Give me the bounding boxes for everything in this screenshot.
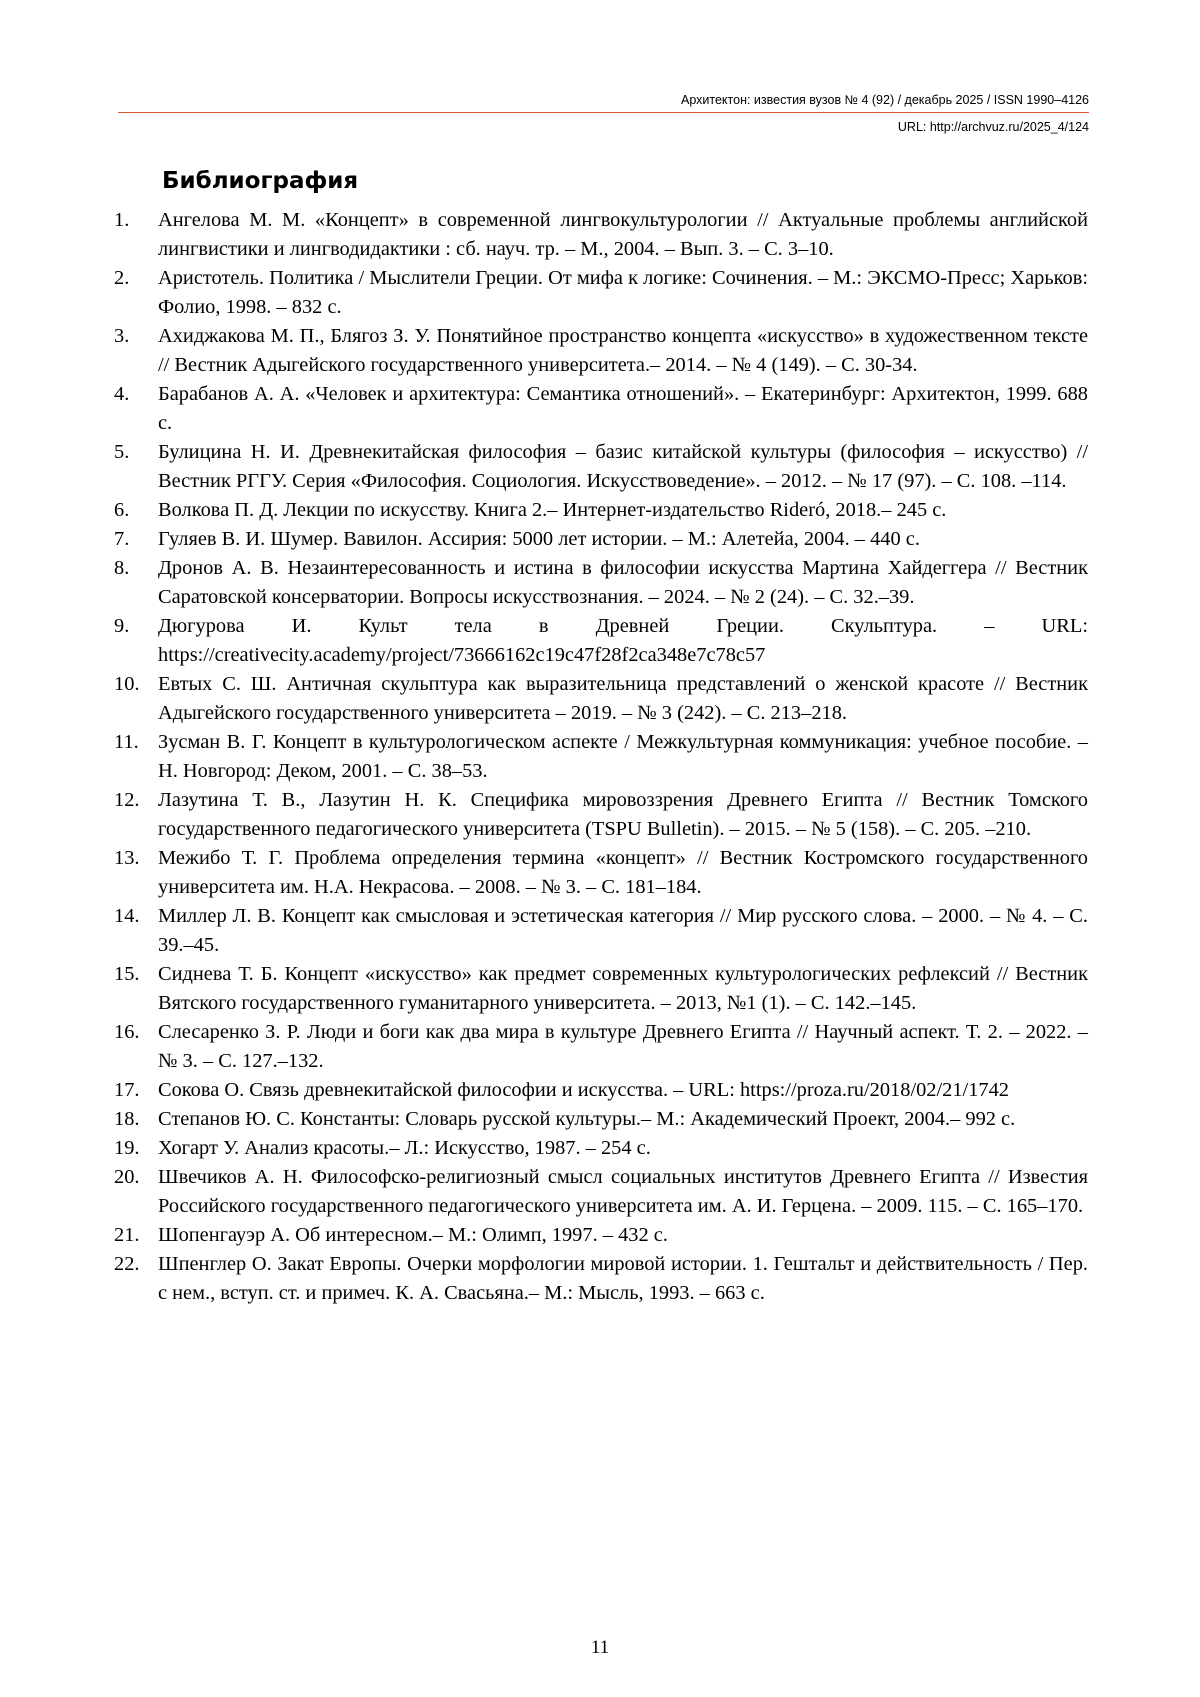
bibliography-entry [114,902,1088,960]
bibliography-entry [114,612,1088,670]
entry-number: 21. [114,1224,140,1246]
entry-text: Шпенглер О. Закат Европы. Очерки морфологии мировой истории. 1. Гештальт и действительность / Пер. с нем., вступ. ст. и примеч. К. А. Свасьяна.– М.: Мысль, 1993. – 663 с. [158,1253,1088,1304]
entry-text: Дронов А. В. Незаинтересованность и истина в философии искусства Мартина Хайдеггера // Вестник Саратовской консерватории. Вопросы искусствознания. – 2024. – № 2 (24). – С. 32.–39. [158,557,1088,608]
bibliography-entry [114,728,1088,786]
entry-number: 19. [114,1137,140,1159]
entry-text: Ангелова М. М. «Концепт» в современной лингвокультурологии // Актуальные проблемы английской лингвистики и лингводидактики : сб. науч. тр. – М., 2004. – Вып. 3. – С. 3–10. [158,209,1088,260]
entry-number: 11. [114,731,139,753]
entry-text: Ахиджакова М. П., Блягоз З. У. Понятийное пространство концепта «искусство» в художественном тексте // Вестник Адыгейского государственного университета.– 2014. – № 4 (149). – С. 30-34. [158,325,1088,376]
header-rule [118,112,1089,113]
bibliography-entry [114,1018,1088,1076]
entry-text: Хогарт У. Анализ красоты.– Л.: Искусство, 1987. – 254 с. [158,1137,651,1159]
article-url: URL: http://archvuz.ru/2025_4/124 [897,120,1089,134]
entry-number: 22. [114,1253,140,1275]
entry-number: 3. [114,325,130,347]
entry-text: Степанов Ю. С. Константы: Словарь русской культуры.– М.: Академический Проект, 2004.– 992 с. [158,1108,1016,1130]
bibliography-entry [114,1163,1088,1221]
entry-number: 4. [114,383,130,405]
bibliography-entry [114,496,1088,525]
entry-number: 13. [114,847,140,869]
entry-text: Дюгурова И. Культ тела в Древней Греции. Скульптура. – URL: https://creativecity.academy/project/73666162c19c47f28f2ca348e7c78c57 [158,615,1088,666]
entry-number: 6. [114,499,130,521]
entry-number: 1. [114,209,130,231]
entry-number: 7. [114,528,130,550]
entry-text: Аристотель. Политика / Мыслители Греции. От мифа к логике: Сочинения. – М.: ЭКСМО-Пресс; Харьков: Фолио, 1998. – 832 с. [158,267,1088,318]
entry-number: 18. [114,1108,140,1130]
entry-text: Сиднева Т. Б. Концепт «искусство» как предмет современных культурологических рефлексий // Вестник Вятского государственного гуманитарного университета. – 2013, №1 (1). – С. 142.–145. [158,963,1088,1014]
bibliography-entry [114,438,1088,496]
page-number: 11 [590,1637,610,1658]
bibliography-entry [114,380,1088,438]
entry-number: 2. [114,267,130,289]
entry-number: 9. [114,615,130,637]
bibliography-entry [114,525,1088,554]
entry-text: Зусман В. Г. Концепт в культурологическом аспекте / Межкультурная коммуникация: учебное пособие. – Н. Новгород: Деком, 2001. – С. 38–53. [158,731,1088,782]
entry-text: Евтых С. Ш. Античная скульптура как выразительница представлений о женской красоте // Вестник Адыгейского государственного университета – 2019. – № 3 (242). – С. 213–218. [158,673,1088,724]
entry-text: Булицина Н. И. Древнекитайская философия – базис китайской культуры (философия – искусство) // Вестник РГГУ. Серия «Философия. Социология. Искусствоведение». – 2012. – № 17 (97). – С. 108. –114. [158,441,1088,492]
entry-text: Сокова О. Связь древнекитайской философии и искусства. – URL: https://proza.ru/2018/02/21/1742 [158,1079,1009,1101]
bibliography-entry [114,1250,1088,1308]
bibliography-entry [114,670,1088,728]
entry-number: 17. [114,1079,140,1101]
entry-number: 14. [114,905,140,927]
journal-info: Архитектон: известия вузов № 4 (92) / декабрь 2025 / ISSN 1990–4126 [681,93,1089,107]
bibliography-entry [114,1134,1088,1163]
entry-number: 16. [114,1021,140,1043]
entry-text: Шопенгауэр А. Об интересном.– М.: Олимп, 1997. – 432 с. [158,1224,668,1246]
bibliography-list [114,206,1088,1308]
entry-text: Швечиков А. Н. Философско-религиозный смысл социальных институтов Древнего Египта // Известия Российского государственного педагогического университета им. А. И. Герцена. – 2009. 115. – С. 165–170. [158,1166,1088,1217]
bibliography-entry [114,554,1088,612]
entry-number: 5. [114,441,130,463]
bibliography-entry [114,1076,1088,1105]
bibliography-entry [114,960,1088,1018]
entry-text: Волкова П. Д. Лекции по искусству. Книга 2.– Интернет-издательство Rideró, 2018.– 245 с. [158,499,947,521]
bibliography-entry [114,322,1088,380]
page-header [118,92,1089,135]
entry-text: Миллер Л. В. Концепт как смысловая и эстетическая категория // Мир русского слова. – 2000. – № 4. – С. 39.–45. [158,905,1088,956]
entry-text: Лазутина Т. В., Лазутин Н. К. Специфика мировоззрения Древнего Египта // Вестник Томского государственного педагогического университета (TSPU Bulletin). – 2015. – № 5 (158). – С. 205. –210. [158,789,1088,840]
bibliography-entry [114,844,1088,902]
entry-text: Межибо Т. Г. Проблема определения термина «концепт» // Вестник Костромского государственного университета им. Н.А. Некрасова. – 2008. – № 3. – С. 181–184. [158,847,1088,898]
bibliography-entry [114,206,1088,264]
bibliography-entry [114,264,1088,322]
bibliography-entry [114,786,1088,844]
entry-number: 20. [114,1166,140,1188]
bibliography-entry [114,1221,1088,1250]
entry-number: 10. [114,673,140,695]
entry-number: 8. [114,557,130,579]
entry-text: Барабанов А. А. «Человек и архитектура: Семантика отношений». – Екатеринбург: Архитектон, 1999. 688 с. [158,383,1088,434]
entry-number: 12. [114,789,140,811]
bibliography-title: Библиография [162,168,359,194]
entry-text: Слесаренко З. Р. Люди и боги как два мира в культуре Древнего Египта // Научный аспект. Т. 2. – 2022. – № 3. – С. 127.–132. [158,1021,1088,1072]
bibliography-entry [114,1105,1088,1134]
entry-number: 15. [114,963,140,985]
entry-text: Гуляев В. И. Шумер. Вавилон. Ассирия: 5000 лет истории. – М.: Алетейа, 2004. – 440 с. [158,528,920,550]
